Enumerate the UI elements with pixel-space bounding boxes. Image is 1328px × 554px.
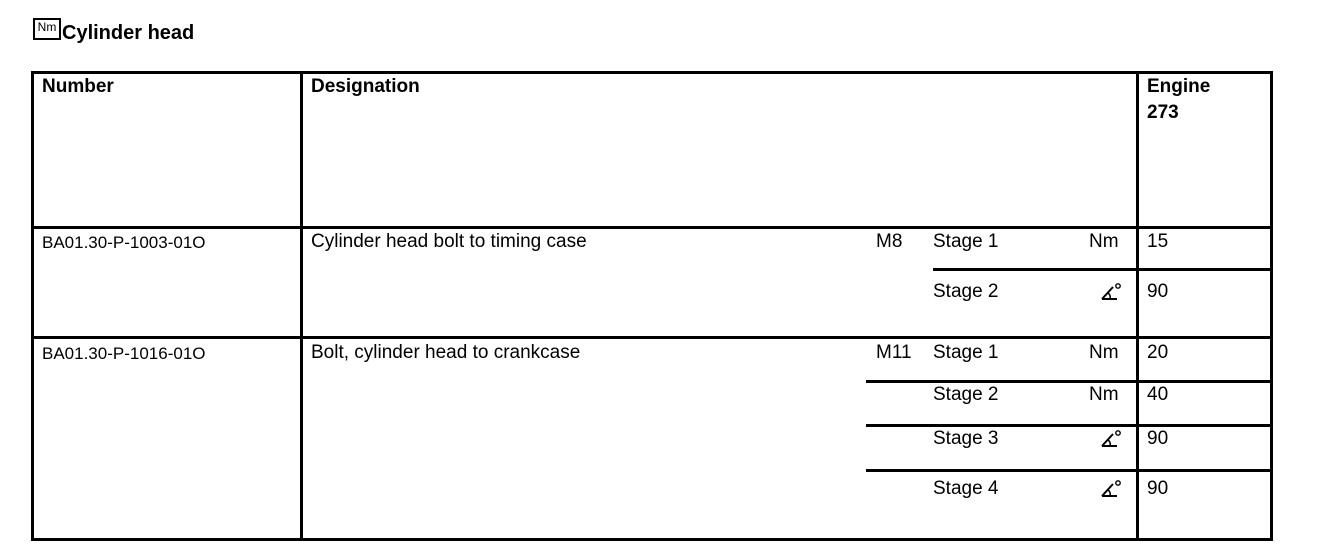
row-divider	[34, 336, 1270, 339]
row-2-stage-4-label: Stage 4	[933, 478, 999, 499]
row-1-thread: M8	[876, 231, 903, 252]
row-1-stage-2-label: Stage 2	[933, 281, 999, 302]
row-2-stage-1-value: 20	[1147, 342, 1169, 363]
page-title: Cylinder head	[62, 22, 195, 44]
row-divider	[34, 226, 1270, 229]
column-header-engine-model: 273	[1147, 102, 1179, 123]
stage-divider	[933, 268, 1270, 271]
row-2-designation: Bolt, cylinder head to crankcase	[311, 342, 581, 363]
column-header-number: Number	[42, 76, 114, 97]
row-2-thread: M11	[876, 342, 912, 363]
row-1-stage-1-label: Stage 1	[933, 231, 999, 252]
column-header-engine: Engine	[1147, 76, 1211, 97]
row-2-number: BA01.30-P-1016-01O	[42, 344, 206, 363]
row-1-designation: Cylinder head bolt to timing case	[311, 231, 587, 252]
torque-nm-icon: Nm	[33, 18, 61, 40]
row-2-stage-1-label: Stage 1	[933, 342, 999, 363]
stage-divider	[866, 424, 1270, 427]
stage-divider	[866, 380, 1270, 383]
row-1-stage-1-value: 15	[1147, 231, 1169, 252]
torque-table	[31, 71, 1273, 541]
row-2-stage-2-unit: Nm	[1089, 384, 1119, 405]
row-2-stage-2-value: 40	[1147, 384, 1169, 405]
stage-divider	[866, 469, 1270, 472]
row-1-stage-1-unit: Nm	[1089, 231, 1119, 252]
row-2-stage-2-label: Stage 2	[933, 384, 999, 405]
row-1-number: BA01.30-P-1003-01O	[42, 233, 206, 252]
angle-degree-icon	[1100, 282, 1122, 302]
row-2-stage-3-label: Stage 3	[933, 428, 999, 449]
column-header-designation: Designation	[311, 76, 420, 97]
row-1-stage-2-value: 90	[1147, 281, 1169, 302]
angle-degree-icon	[1100, 429, 1122, 449]
row-2-stage-4-value: 90	[1147, 478, 1169, 499]
page-heading	[33, 16, 194, 44]
angle-degree-icon	[1100, 479, 1122, 499]
row-2-stage-3-value: 90	[1147, 428, 1169, 449]
row-2-stage-1-unit: Nm	[1089, 342, 1119, 363]
column-divider	[300, 74, 303, 538]
